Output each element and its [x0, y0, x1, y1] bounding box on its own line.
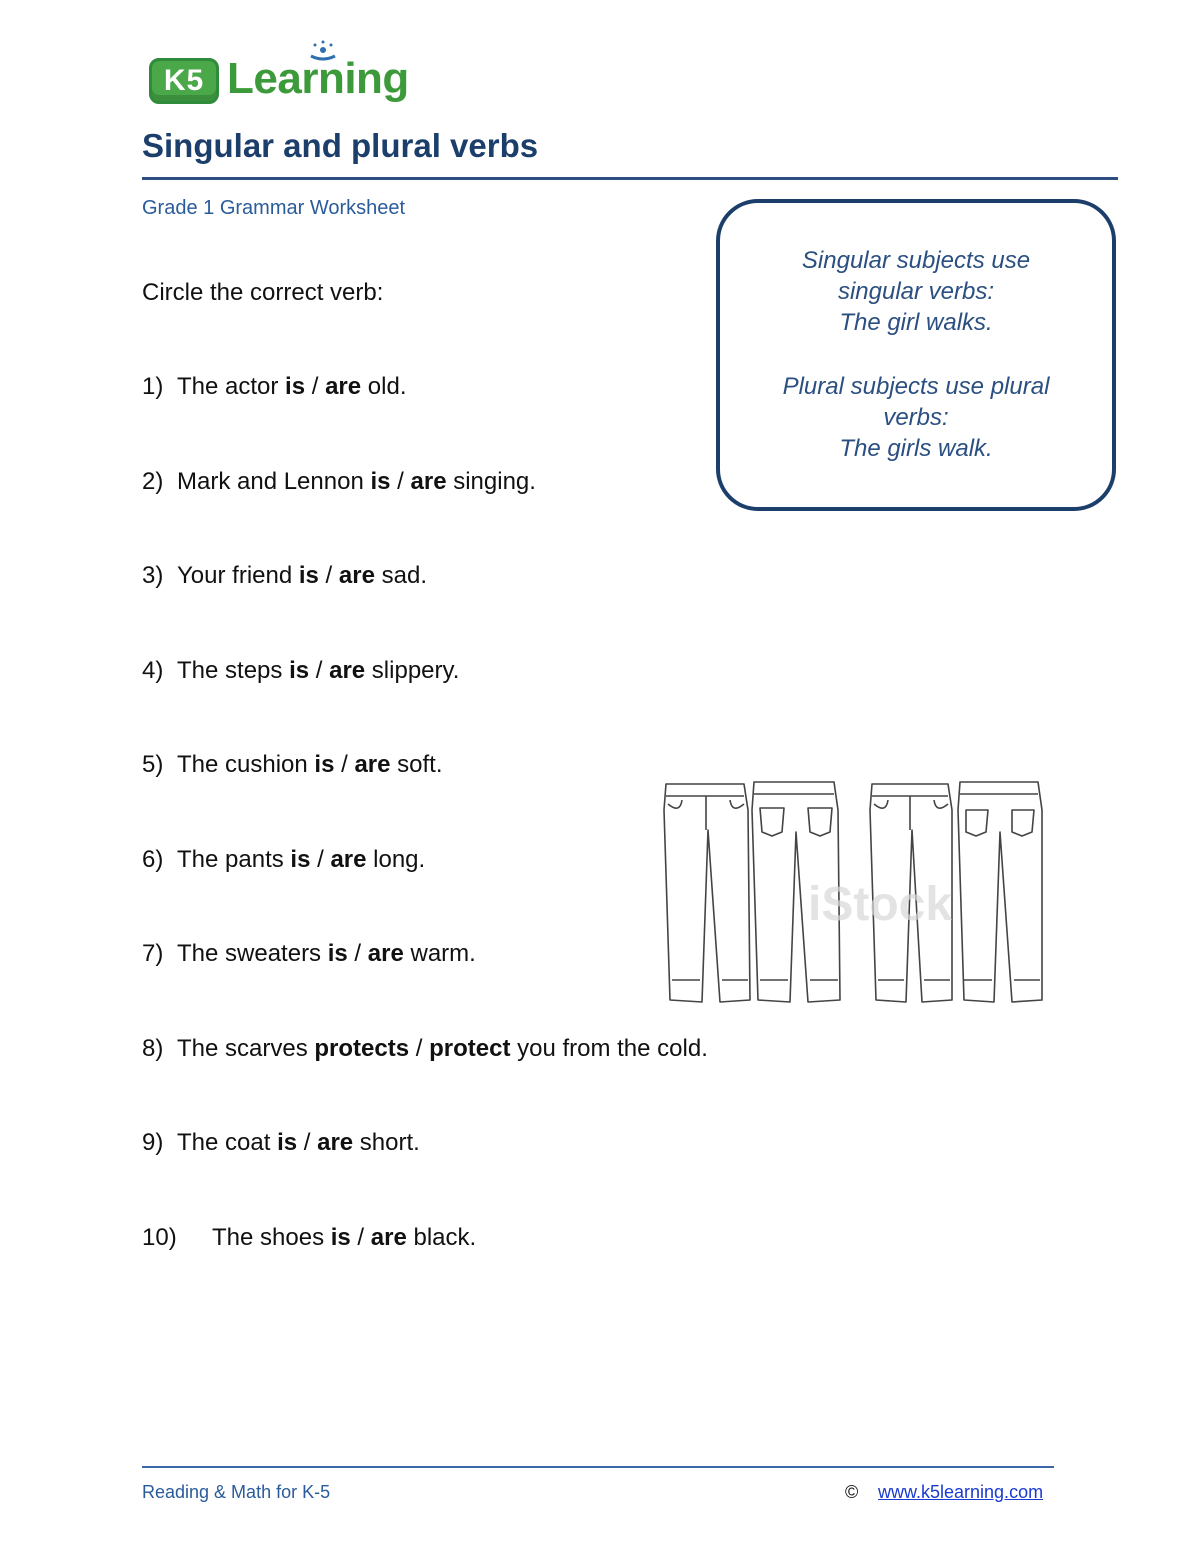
question-text-before: The shoes: [212, 1223, 331, 1251]
question-number: 6): [142, 845, 164, 873]
question-number: 2): [142, 467, 164, 495]
question-number: 5): [142, 751, 164, 778]
question-item: [142, 372, 407, 402]
question-item: [142, 939, 476, 969]
verb-option-plural[interactable]: are: [330, 845, 367, 873]
verb-option-separator: /: [350, 1223, 371, 1251]
verb-option-separator: /: [309, 656, 330, 684]
logo-figure-icon: [303, 40, 343, 80]
rule-line: verbs:: [883, 404, 949, 431]
question-text-after: soft.: [390, 751, 443, 778]
question-number: 10): [142, 1223, 177, 1251]
verb-option-singular[interactable]: is: [290, 845, 311, 873]
rule-example: The girl walks.: [839, 309, 993, 336]
question-text-after: short.: [353, 1129, 420, 1156]
question-text-before: The cushion: [177, 751, 315, 778]
verb-option-separator: /: [347, 940, 368, 967]
pants-illustration-icon: [658, 770, 1046, 1016]
instruction-text: Circle the correct verb:: [142, 279, 384, 306]
question-number: 1): [142, 373, 164, 400]
verb-option-separator: /: [305, 373, 326, 400]
verb-option-plural[interactable]: are: [370, 1223, 407, 1251]
verb-option-separator: /: [390, 467, 411, 495]
verb-option-plural[interactable]: are: [317, 1129, 354, 1156]
verb-option-plural[interactable]: are: [410, 467, 447, 495]
grammar-rule-box: [716, 199, 1116, 511]
page-title: Singular and plural verbs: [142, 127, 539, 164]
verb-option-singular[interactable]: is: [277, 1129, 298, 1156]
question-text-before: The steps: [177, 656, 290, 684]
question-item: [142, 1034, 708, 1064]
question-text-after: old.: [361, 373, 407, 400]
rule-line: Singular subjects use: [801, 247, 1031, 274]
question-text-after: singing.: [446, 467, 536, 495]
verb-option-singular[interactable]: is: [298, 562, 319, 589]
question-number: 9): [142, 1129, 164, 1156]
question-text-after: black.: [406, 1223, 477, 1251]
footer-tagline: Reading & Math for K-5: [142, 1482, 331, 1502]
question-text-before: The scarves: [177, 1034, 315, 1062]
question-item: [142, 467, 536, 497]
stock-watermark: iStock: [808, 878, 953, 931]
singular-rule: [720, 245, 1112, 338]
question-item: [142, 561, 427, 591]
question-text-after: sad.: [374, 562, 427, 589]
verb-option-separator: /: [297, 1129, 318, 1156]
question-number: 4): [142, 656, 164, 684]
question-text-before: The pants: [177, 845, 291, 873]
verb-option-singular[interactable]: is: [327, 940, 348, 967]
verb-option-singular[interactable]: is: [285, 373, 306, 400]
verb-option-plural[interactable]: protect: [429, 1034, 511, 1062]
logo-wordmark: Learning: [227, 54, 409, 103]
verb-option-plural[interactable]: are: [367, 940, 404, 967]
question-number: 8): [142, 1034, 164, 1062]
question-text-before: The coat: [177, 1129, 278, 1156]
verb-option-plural[interactable]: are: [325, 373, 362, 400]
verb-option-singular[interactable]: is: [289, 656, 310, 684]
question-number: 7): [142, 940, 164, 967]
footer-divider: [142, 1466, 1054, 1468]
worksheet-subtitle: Grade 1 Grammar Worksheet: [142, 197, 406, 219]
copyright-symbol: ©: [845, 1482, 859, 1502]
k5-learning-logo: [143, 40, 409, 108]
title-divider: [142, 177, 1118, 180]
verb-option-separator: /: [310, 845, 331, 873]
verb-option-plural[interactable]: are: [354, 751, 391, 778]
plural-rule: [720, 371, 1112, 464]
verb-option-separator: /: [409, 1034, 430, 1062]
verb-option-singular[interactable]: is: [370, 467, 391, 495]
question-number: 3): [142, 562, 164, 589]
question-item: [142, 656, 459, 686]
website-link[interactable]: www.k5learning.com: [878, 1482, 1044, 1502]
verb-option-plural[interactable]: are: [329, 656, 366, 684]
question-item: [142, 750, 443, 780]
rule-line: singular verbs:: [837, 278, 995, 305]
question-text-before: Your friend: [177, 562, 299, 589]
question-text-before: The sweaters: [177, 940, 328, 967]
verb-option-separator: /: [318, 562, 339, 589]
verb-option-singular[interactable]: is: [330, 1223, 351, 1251]
question-item: [142, 845, 425, 875]
verb-option-singular[interactable]: is: [314, 751, 335, 778]
rule-line: Plural subjects use plural: [782, 373, 1050, 400]
question-text-before: Mark and Lennon: [177, 467, 371, 495]
question-text-after: slippery.: [365, 656, 460, 684]
question-item: [142, 1223, 476, 1253]
question-text-after: warm.: [403, 940, 476, 967]
rule-example: The girls walk.: [839, 435, 993, 462]
verb-option-plural[interactable]: are: [338, 562, 375, 589]
verb-option-singular[interactable]: protects: [314, 1034, 410, 1062]
question-text-after: you from the cold.: [510, 1034, 708, 1062]
question-item: [142, 1128, 420, 1158]
question-text-after: long.: [366, 845, 426, 873]
verb-option-separator: /: [334, 751, 355, 778]
question-text-before: The actor: [177, 373, 286, 400]
logo-k5-badge: K5: [149, 58, 219, 104]
